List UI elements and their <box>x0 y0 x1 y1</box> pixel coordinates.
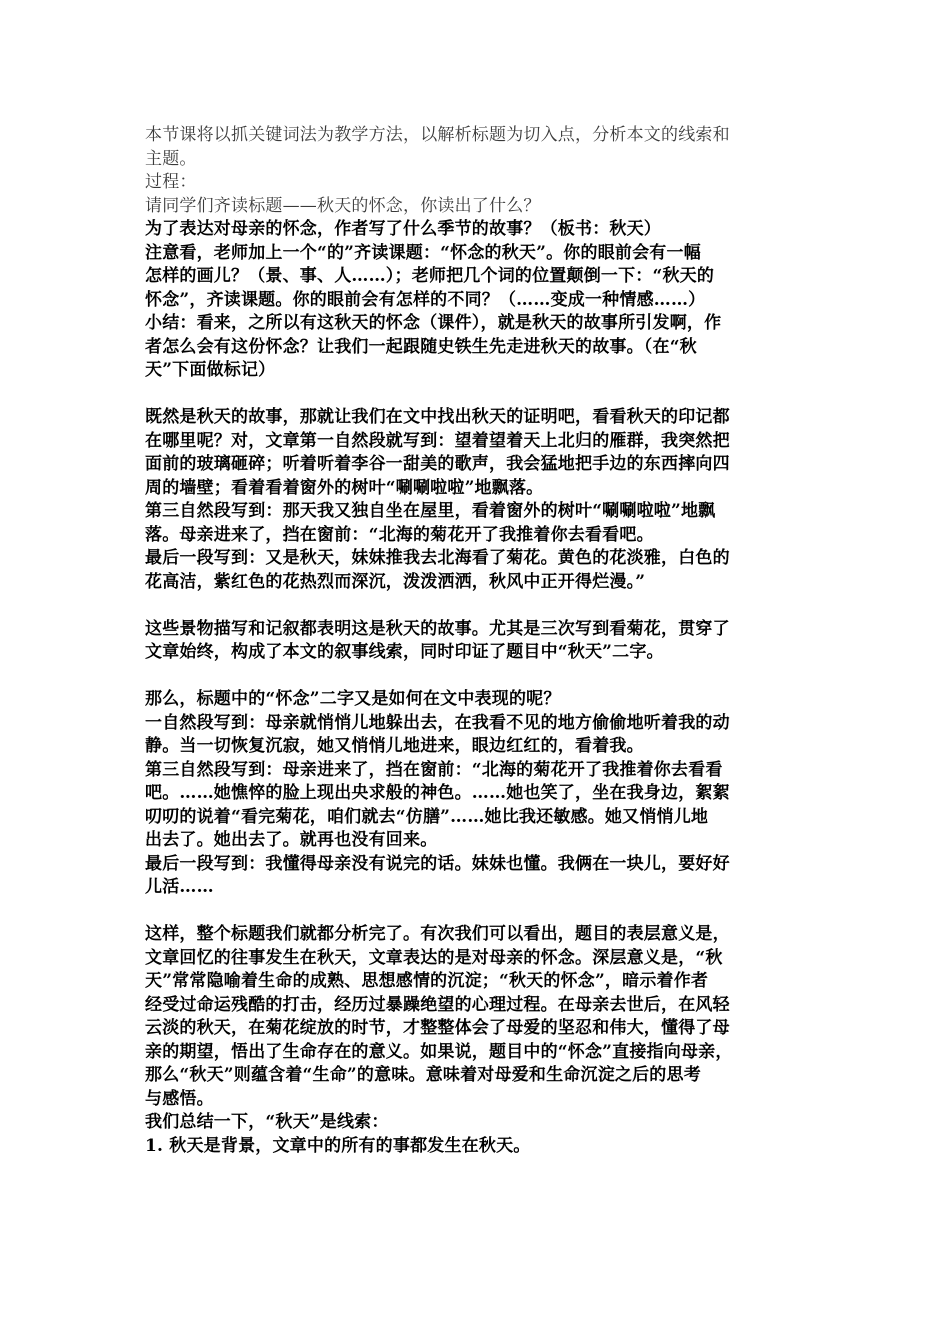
paragraph-gap <box>145 383 805 407</box>
text-line: 这样，整个标题我们就都分析完了。有次我们可以看出，题目的表层意义是， <box>145 924 730 944</box>
text-line: 那么，标题中的“怀念”二字又是如何在文中表现的呢？ <box>145 689 561 709</box>
document-page <box>145 124 805 1158</box>
text-line: 怎样的画儿？（景、事、人……）；老师把几个词的位置颠倒一下：“秋天的 <box>145 266 715 286</box>
paragraph-title-analysis <box>145 218 805 383</box>
text-line: 天”常常隐喻着生命的成熟、思想感情的沉淀；“秋天的怀念”，暗示着作者 <box>145 971 709 991</box>
text-line: 过程： <box>145 172 197 192</box>
text-line: 亲的期望，悟出了生命存在的意义。如果说，题目中的“怀念”直接指向母亲， <box>145 1041 733 1062</box>
paragraph-gap <box>145 665 805 689</box>
text-line: 云淡的秋天，在菊花绽放的时节，才整整体会了母爱的坚忍和伟大，懂得了母 <box>145 1018 730 1038</box>
text-line: 第三自然段写到：那天我又独自坐在屋里，看着窗外的树叶“唰唰啦啦”地飘 <box>145 501 716 521</box>
text-line: 花高洁，紫红色的花热烈而深沉，泼泼洒洒，秋风中正开得烂漫。” <box>145 571 646 592</box>
paragraph-autumn-evidence <box>145 406 805 594</box>
text-line: 文章始终，构成了本文的叙事线索，同时印证了题目中“秋天”二字。 <box>145 642 664 662</box>
paragraph-gap <box>145 900 805 924</box>
text-line: 注意看，老师加上一个“的”齐读课题：“怀念的秋天”。你的眼前会有一幅 <box>145 242 701 263</box>
text-line: 小结：看来，之所以有这秋天的怀念（课件），就是秋天的故事所引发啊，作 <box>145 313 722 333</box>
text-line: 叨叨的说着“看完菊花，咱们就去“仿膳”……她比我还敏感。她又悄悄儿地 <box>145 806 709 827</box>
text-line: 最后一段写到：我懂得母亲没有说完的话。妹妹也懂。我俩在一块儿，要好好 <box>145 853 730 874</box>
text-line: 本节课将以抓关键词法为教学方法，以解析标题为切入点，分析本文的线索和 <box>145 125 730 145</box>
text-line: 面前的玻璃砸碎；听着听着李谷一甜美的歌声，我会猛地把手边的东西摔向四 <box>145 454 730 474</box>
text-line: 这些景物描写和记叙都表明这是秋天的故事。尤其是三次写到看菊花，贯穿了 <box>145 618 730 639</box>
text-line: 在哪里呢？对，文章第一自然段就写到：望着望着天上北归的雁群，我突然把 <box>145 430 730 451</box>
text-line: 请同学们齐读标题——秋天的怀念，你读出了什么？ <box>145 195 541 216</box>
intro-block <box>145 124 805 218</box>
text-line: 出去了。她出去了。就再也没有回来。 <box>145 830 438 850</box>
text-line: 为了表达对母亲的怀念，作者写了什么季节的故事？（板书：秋天） <box>145 219 661 239</box>
text-line: 静。当一切恢复沉寂，她又悄悄儿地进来，眼边红红的，看着我。 <box>145 736 644 756</box>
text-line: 文章回忆的往事发生在秋天，文章表达的是对母亲的怀念。深层意义是，“秋 <box>145 947 723 968</box>
text-line: 儿活…… <box>145 877 214 897</box>
text-line: 主题。 <box>145 148 197 169</box>
text-line: 一自然段写到：母亲就悄悄儿地躲出去，在我看不见的地方偷偷地听着我的动 <box>145 712 730 733</box>
text-line: 怀念”，齐读课题。你的眼前会有怎样的不同？（……变成一种情感……） <box>145 289 706 310</box>
text-line: 第三自然段写到：母亲进来了，挡在窗前：“北海的菊花开了我推着你去看看 <box>145 759 723 780</box>
paragraph-narrative-clue <box>145 618 805 665</box>
paragraph-summary <box>145 923 805 1158</box>
paragraph-gap <box>145 594 805 618</box>
list-item: 1. 秋天是背景，文章中的所有的事都发生在秋天。 <box>145 1135 531 1156</box>
paragraph-remembrance <box>145 688 805 900</box>
text-line: 我们总结一下，“秋天”是线索： <box>145 1112 389 1132</box>
text-line: 吧。……她憔悴的脸上现出央求般的神色。……她也笑了，坐在我身边，絮絮 <box>145 783 730 803</box>
text-line: 与感悟。 <box>145 1088 214 1109</box>
text-line: 既然是秋天的故事，那就让我们在文中找出秋天的证明吧，看看秋天的印记都 <box>145 407 730 427</box>
text-line: 者怎么会有这份怀念？让我们一起跟随史铁生先走进秋天的故事。（在“秋 <box>145 336 697 357</box>
text-line: 经受过命运残酷的打击，经历过暴躁绝望的心理过程。在母亲去世后，在风轻 <box>145 994 730 1015</box>
text-line: 最后一段写到：又是秋天，妹妹推我去北海看了菊花。黄色的花淡雅，白色的 <box>145 548 730 568</box>
text-line: 落。母亲进来了，挡在窗前：“北海的菊花开了我推着你去看看吧。 <box>145 524 654 545</box>
text-line: 天”下面做标记） <box>145 360 276 380</box>
text-line: 周的墙壁；看着看着窗外的树叶“唰唰啦啦”地飘落。 <box>145 477 544 498</box>
text-line: 那么“秋天”则蕴含着“生命”的意味。意味着对母爱和生命沉淀之后的思考 <box>145 1065 701 1085</box>
